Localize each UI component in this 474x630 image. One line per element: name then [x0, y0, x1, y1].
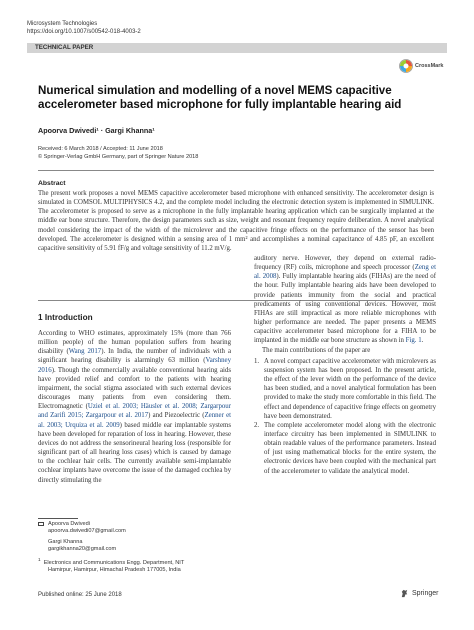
intro-paragraph-1: According to WHO estimates, approximately 15% (more than 766 million people) of the human population suffers from hearing disability (Wang 2017). In India, the number of individuals with a significant hearing disability is alarmingly 63 million (Varshney 2016). Though the commercially available conventional hearing aids have provided relief and comfort to the patients with hearing impairment, the social stigma associated with such external devices discourages many patients from even considering them. Electromagnetic (Uziel et al. 2003; Häusler et al. 2008; Zargarpour and Zarifi 2015; Zargarpour et al. 2017) and Piezoelectric (Zenner et al. 2003; Urquiza et al. 2009) based middle ear implantable systems have been developed for reparation of loss in hearing. However, these devices do not address the sensorineural hearing loss (responsible for significant part of all hearing loss cases) which is caused by damage to the cochlear hair cells. The currently available semi-implantable cochlear implants have overcome the issue of the damaged cochlea by directly stimulating the: [38, 330, 232, 484]
received-accepted: Received: 6 March 2018 / Accepted: 11 June 2018: [38, 146, 163, 152]
author-list[interactable]: Apoorva Dwivedi¹ · Gargi Khanna¹: [38, 126, 155, 135]
list-item: 1. A novel compact capacitive accelerometer with microlevers as suspension system has been proposed. In the present article, the effect of the lever width on the performance of the device has been studied, and a novel analytical formulation has been provided to make the study more comfortable in this field. The effect and dependence of capacitive fringe effects on geometry have been demonstrated.: [254, 357, 436, 420]
author2-name: Gargi Khanna: [48, 538, 83, 545]
envelope-icon: [38, 522, 44, 526]
doi-link[interactable]: https://doi.org/10.1007/s00542-018-4003-2: [27, 29, 141, 35]
abstract-text: The present work proposes a novel MEMS capacitive accelerometer based microphone with enhanced sensitivity. The accelerometer design is simulated in COMSOL MULTIPHYSICS 4.2, and the complete model including the electronic detection system is implemented in SIMULINK. The accelerometer is proposed to serve as a microphone in the fully implantable hearing application which can be surgically implanted at the middle ear bone structure. Therefore, the design parameters such as size, weight and resonant frequency require deliberation. A novel analytical model considering the impact of the width of the microlever and the capacitive fringe effects on the performance of the sensor has been developed. The accelerometer is designed within a sensing area of 1 mm² and accomplishes a nominal capacitance of 4.85 pF, an excellent capacitive sensitivity of 5.91 fF/g and voltage sensitivity of 11.2 mV/g.: [38, 190, 434, 252]
citation-link[interactable]: Zenner et al. 2003; Urquiza et al. 2009: [38, 412, 232, 429]
citation-link[interactable]: Uziel et al. 2003; Häusler et al. 2008; Zargarpour and Zarifi 2015; Zargarpour et al. 2017: [38, 403, 231, 420]
citation-link[interactable]: Zeng et al. 2008: [254, 264, 436, 281]
publisher-logo: [400, 589, 438, 598]
list-item: 2. The complete accelerometer model along with the electronic interface circuitry has been implemented in SIMULINK to obtain readable values of the performance parameters. Instead of just using mathematical blocks for the entire system, the electronic devices have been coupled with the mechanical part of the accelerometer to validate the analytical model.: [254, 421, 436, 475]
figure-link[interactable]: Fig. 1: [405, 337, 422, 345]
crossmark-icon: [399, 59, 413, 73]
author2-email[interactable]: gargikhanna20@gmail.com: [48, 545, 117, 552]
footnote-rule: [38, 518, 78, 519]
paper-type-banner: [27, 43, 447, 53]
right-column-text: [254, 254, 436, 476]
citation-link[interactable]: Wang 2017: [68, 348, 102, 356]
footnotes: [38, 521, 231, 575]
author1-email[interactable]: apoorva.dwivedi07@gmail.com: [48, 528, 126, 535]
intro-paragraph-1-cont: auditory nerve. However, they depend on external radio-frequency (RF) coils, microphone and speech processor (Zeng et al. 2008). Fully implantable hearing aids (FIHAs) are the need of the hour. Fully implantable hearing aids have been developed to provide patients immunity from the social and practical predicaments of using conventional devices. However, most FIHAs are still impractical as more reliable microphones with higher performance are needed. The paper presents a MEMS capacitive accelerometer based microphone for a FIHA to be implanted in the middle ear bone structure as shown in Fig. 1.: [254, 255, 436, 345]
copyright-line: © Springer-Verlag GmbH Germany, part of Springer Nature 2018: [38, 154, 199, 160]
left-column-text: [38, 329, 231, 485]
author1-name: Apoorva Dwivedi: [48, 521, 90, 527]
springer-horse-icon: [400, 589, 409, 598]
journal-header: [27, 20, 141, 36]
published-date: Published online: 25 June 2018: [38, 592, 122, 598]
contributions-list: [254, 357, 436, 476]
publisher-name: Springer: [412, 590, 439, 597]
crossmark-label: CrossMark: [415, 63, 444, 69]
affiliation: $^1$ Electronics and Communications Engg. Department, NIT: [38, 557, 185, 567]
contributions-intro: The main contributions of the paper are: [262, 346, 371, 354]
affiliation-line2: Hamirpur, Hamirpur, Himachal Pradesh 177005, India: [48, 567, 181, 574]
citation-link[interactable]: Varshney 2016: [38, 357, 231, 374]
paper-type-label: TECHNICAL PAPER: [35, 44, 94, 51]
crossmark-badge[interactable]: [399, 59, 443, 73]
article-dates: [38, 145, 198, 161]
abstract-top-rule: [38, 170, 434, 171]
journal-name: Microsystem Technologies: [27, 21, 98, 27]
article-title: Numerical simulation and modelling of a novel MEMS capacitive accelerometer based microphone for fully implantable hearing aid: [38, 84, 402, 111]
abstract-heading: Abstract: [38, 180, 66, 187]
section-heading-introduction: 1 Introduction: [38, 313, 93, 322]
